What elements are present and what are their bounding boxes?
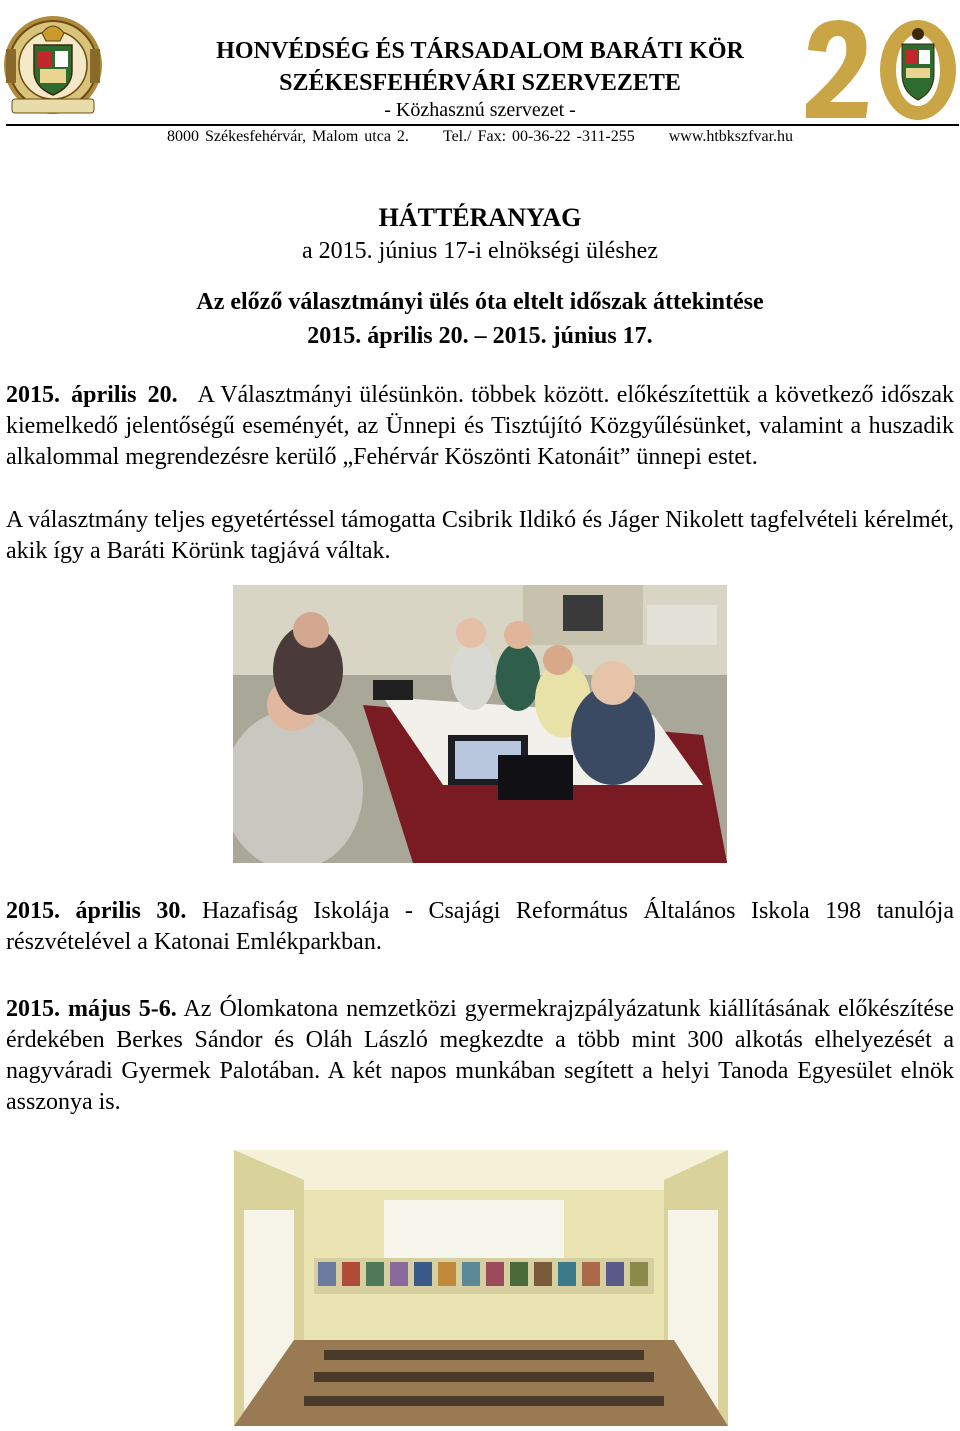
org-status: - Közhasznú szervezet -	[384, 99, 576, 121]
entry-text: A választmány teljes egyetértéssel támogatta Csibrik Ildikó és Jáger Nikolett tagfelvételi kérelmét, akik így a Baráti Körünk tagjává váltak.	[6, 507, 954, 564]
entry-may-5-6	[6, 994, 954, 1118]
meeting-photo	[233, 585, 727, 863]
entry-date: 2015. május 5-6.	[6, 996, 177, 1022]
society-emblem-icon	[2, 5, 104, 123]
header-divider	[6, 124, 959, 126]
entry-text: Az Ólomkatona nemzetközi gyermekrajzpályázatunk kiállításának előkészítése érdekében Berkes Sándor és Oláh László megkezdte a több mint 300 alkotás elhelyezését a nagyváradi Gyermek Palotában. A két napos munkában segített a helyi Tanoda Egyesület elnök asszonya is.	[6, 996, 954, 1115]
document-title: HÁTTÉRANYAG	[378, 203, 582, 232]
period-heading: 2015. április 20. – 2015. június 17.	[307, 323, 653, 349]
entry-april-20	[6, 380, 954, 473]
entry-text: A Választmányi ülésünkön. többek között. előkészítettük a következő időszak kiemelkedő jelentőségű eseményét, az Ünnepi és Tisztújító Közgyűlésünket, valamint a huszadik alkalommal megrendezésre kerülő „Fehérvár Köszönti Katonáit” ünnepi estet.	[6, 382, 955, 470]
org-name-line2: SZÉKESFEHÉRVÁRI SZERVEZETE	[279, 70, 681, 96]
org-name-line1: HONVÉDSÉG ÉS TÁRSADALOM BARÁTI KÖR	[216, 38, 744, 64]
overview-heading: Az előző választmányi ülés óta eltelt időszak áttekintése	[196, 289, 764, 315]
address: 8000 Székesfehérvár, Malom utca 2.	[166, 128, 409, 145]
entry-april-30	[6, 896, 954, 958]
website-link[interactable]: www.htbkszfvar.hu	[668, 128, 794, 145]
entry-membership	[6, 505, 954, 567]
phone-fax: Tel./ Fax: 00-36-22 -311-255	[442, 128, 635, 145]
exhibition-hall-photo	[234, 1150, 728, 1426]
contact-line	[100, 128, 860, 146]
entry-date: 2015. április 30.	[6, 898, 187, 924]
entry-text: Hazafiság Iskolája - Csajági Református Általános Iskola 198 tanulója részvételével a Katonai Emlékparkban.	[6, 898, 954, 955]
anniversary-20-emblem-icon	[800, 14, 958, 122]
document-subtitle: a 2015. június 17-i elnökségi üléshez	[302, 238, 658, 264]
entry-date: 2015. április 20.	[6, 382, 178, 408]
